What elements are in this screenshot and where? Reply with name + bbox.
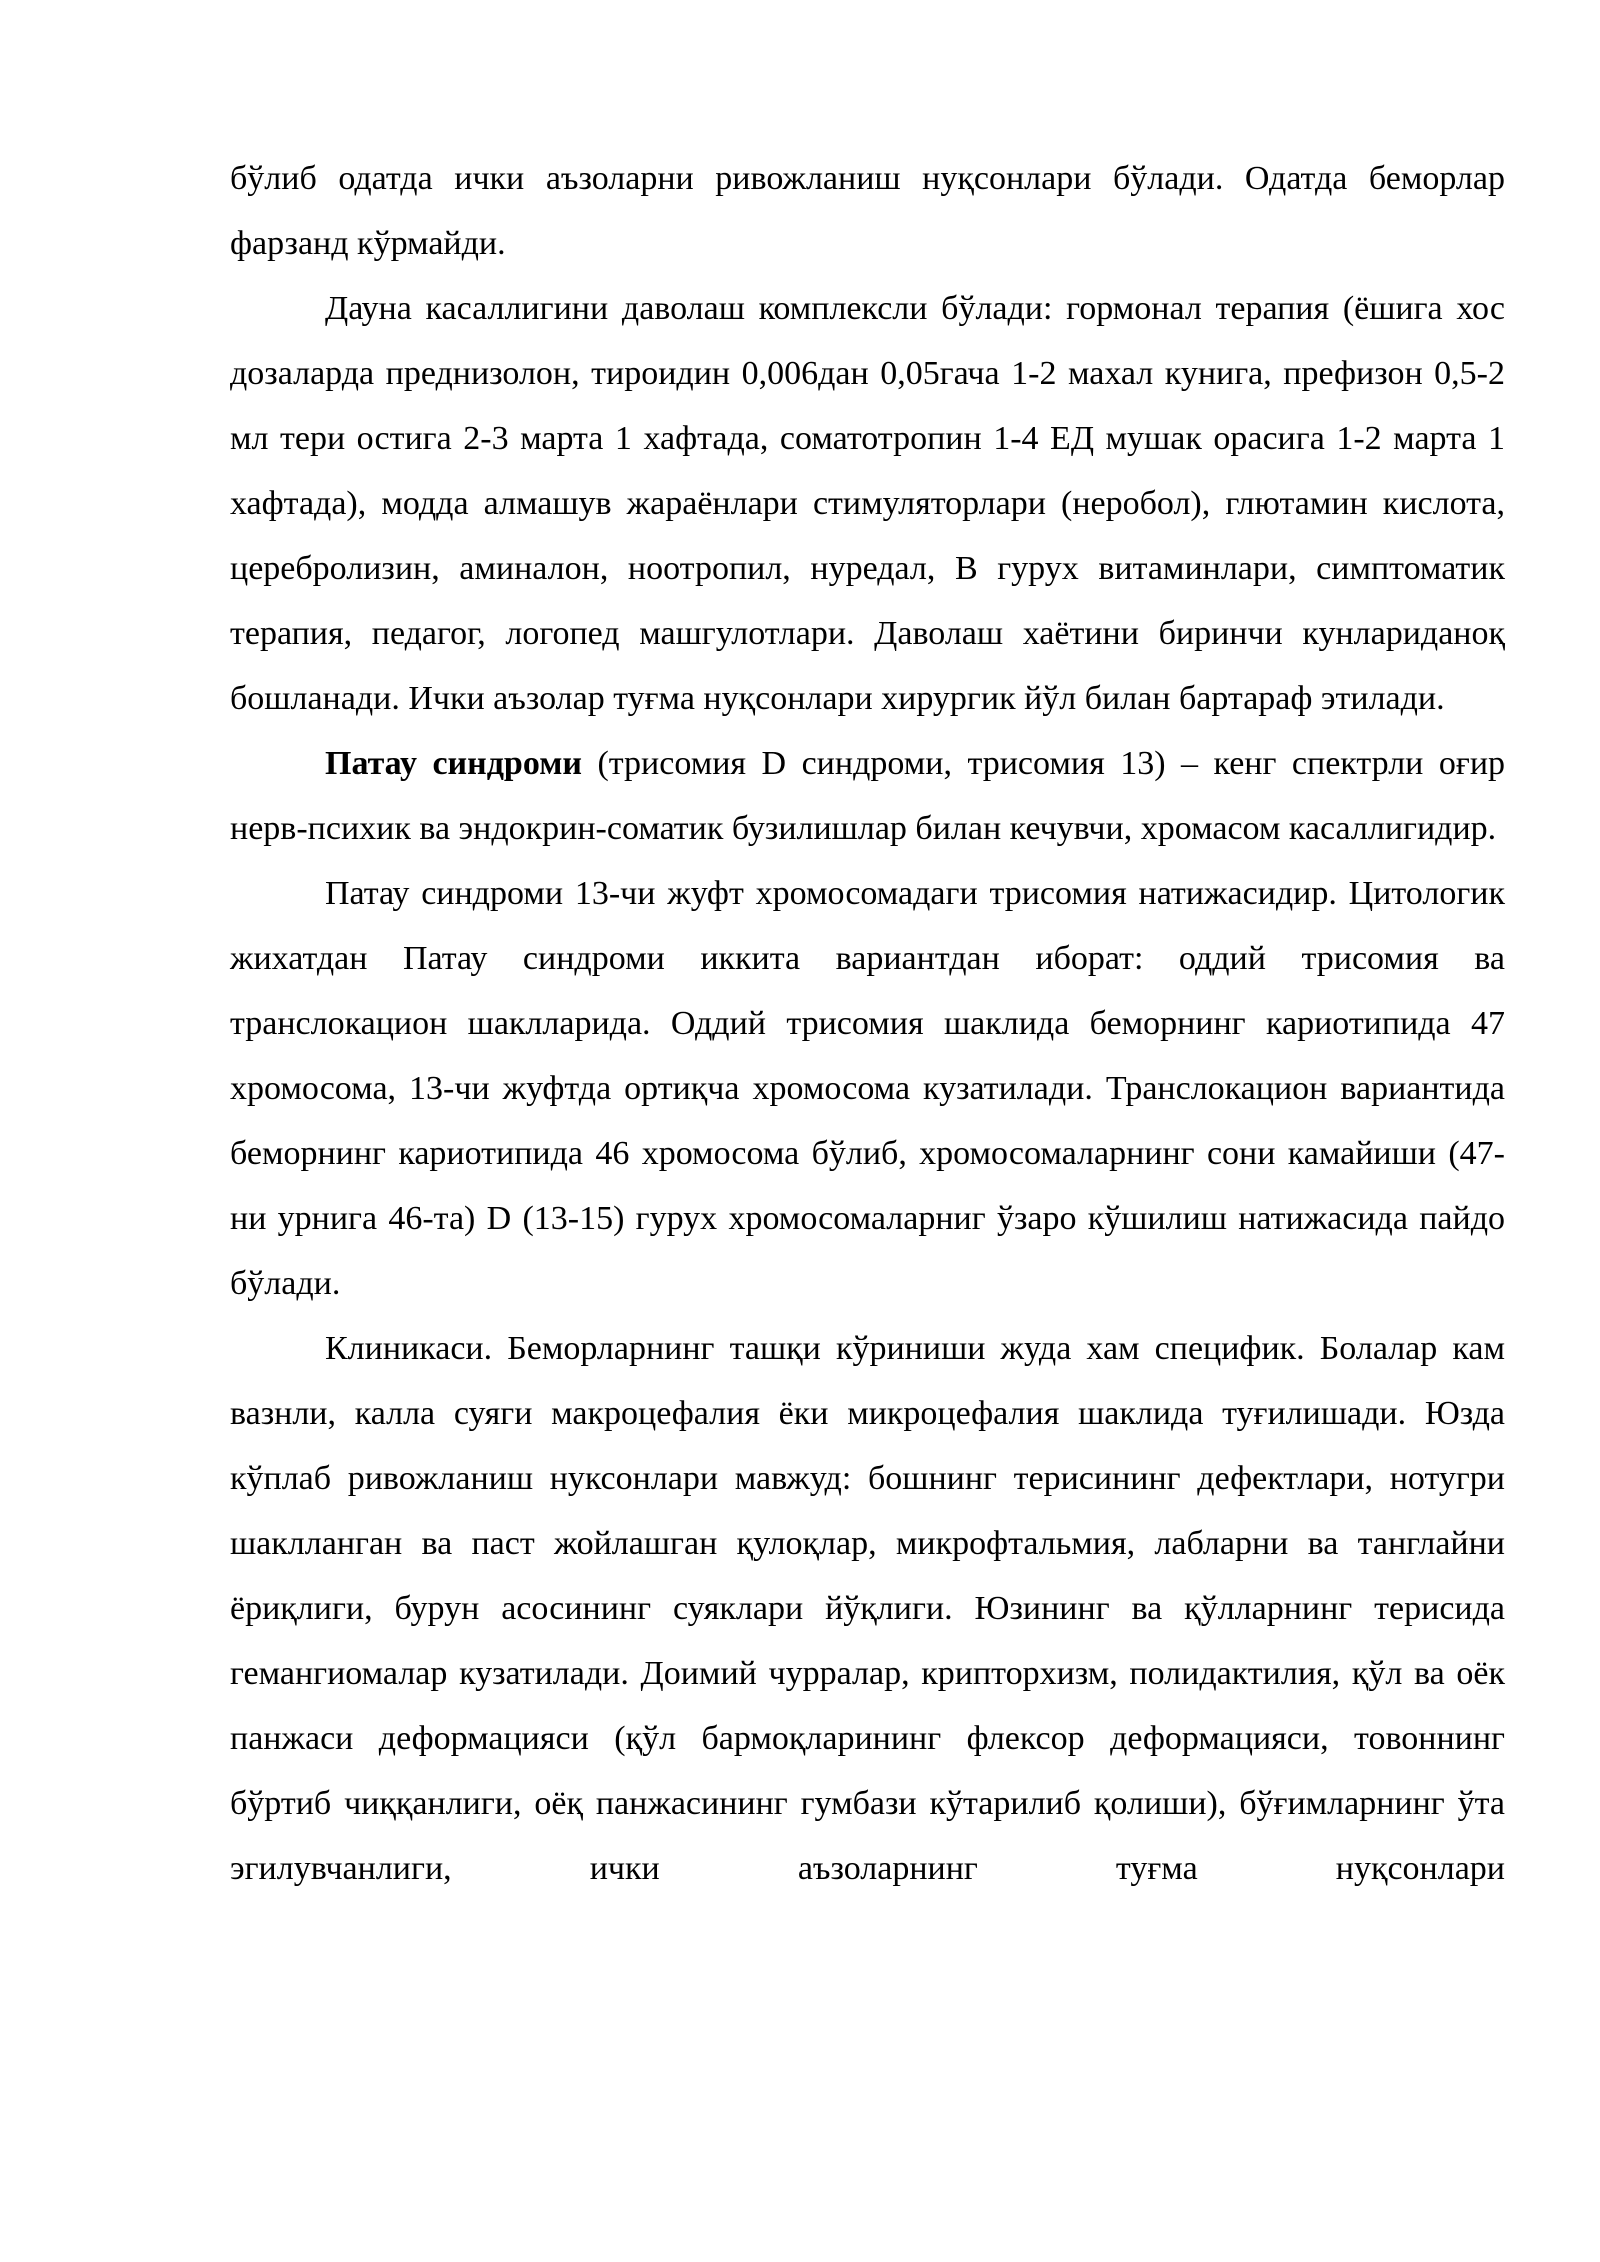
document-body — [230, 146, 1505, 1901]
paragraph-text: бўлиб одатда ички аъзоларни ривожланиш нуқсонлари бўлади. Одатда беморлар фарзанд кўрмайди. — [230, 160, 1505, 262]
paragraph-clinical — [230, 1316, 1505, 1901]
paragraph-text: (трисомия D синдроми, трисомия 13) – кенг спектрли оғир нерв-психик ва эндокрин-соматик бузилишлар билан кечувчи, хромасом касаллигидир. — [230, 745, 1506, 847]
paragraph-patau-definition — [230, 731, 1505, 861]
paragraph-treatment — [230, 276, 1505, 731]
paragraph-text: Клиникаси. Беморларнинг ташқи кўриниши жуда хам специфик. Болалар кам вазнли, калла суяги макроцефалия ёки микроцефалия шаклида туғилишади. Юзда кўплаб ривожланиш нуксонлари мавжуд: бошнинг терисининг дефектлари, нотугри шаклланган ва паст жойлашган қулоқлар, микрофтальмия, лабларни ва танглайни ёриқлиги, бурун асосининг суяклари йўқлиги. Юзининг ва қўлларнинг терисида гемангиомалар кузатилади. Доимий чурралар, крипторхизм, полидактилия, қўл ва оёк панжаси деформацияси (қўл бармоқларининг флексор деформацияси, товоннинг бўртиб чиққанлиги, оёқ панжасининг гумбази кўтарилиб қолиши), бўғимларнинг ўта эгилувчанлиги, ички аъзоларнинг туғма нуқсонлари — [230, 1330, 1505, 1887]
term-heading: Патау синдроми — [325, 745, 582, 782]
paragraph-continuation — [230, 146, 1505, 276]
paragraph-text: Патау синдроми 13-чи жуфт хромосомадаги трисомия натижасидир. Цитологик жихатдан Патау синдроми иккита вариантдан иборат: оддий трисомия ва транслокацион шаклларида. Оддий трисомия шаклида беморнинг кариотипида 47 хромосома, 13-чи жуфтда ортиқча хромосома кузатилади. Транслокацион вариантида беморнинг кариотипида 46 хромосома бўлиб, хромосомаларнинг сони камайиши (47-ни урнига 46-та) D (13-15) гурух хромосомаларниг ўзаро кўшилиш натижасида пайдо бўлади. — [230, 875, 1505, 1302]
paragraph-cytology — [230, 861, 1505, 1316]
paragraph-text: Дауна касаллигини даволаш комплексли бўлади: гормонал терапия (ёшига хос дозаларда преднизолон, тироидин 0,006дан 0,05гача 1-2 махал кунига, префизон 0,5-2 мл тери остига 2-3 марта 1 хафтада, соматотропин 1-4 ЕД мушак орасига 1-2 марта 1 хафтада), модда алмашув жараёнлари стимуляторлари (неробол), глютамин кислота, церебролизин, аминалон, ноотропил, нуредал, В гурух витаминлари, симптоматик терапия, педагог, логопед машгулотлари. Даволаш хаётини биринчи кунлариданоқ бошланади. Ички аъзолар туғма нуқсонлари хирургик йўл билан бартараф этилади. — [230, 290, 1505, 717]
